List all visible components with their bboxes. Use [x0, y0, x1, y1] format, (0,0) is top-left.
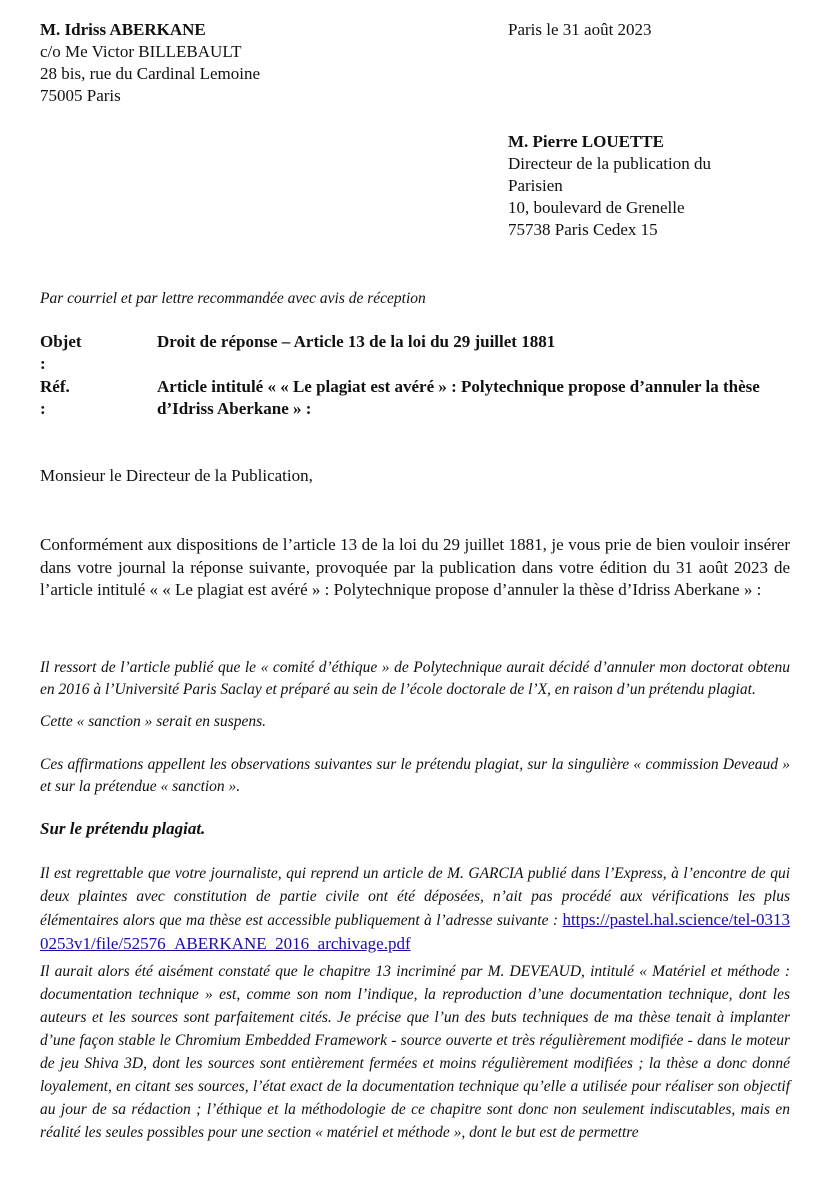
recipient-line: 10, boulevard de Grenelle — [508, 198, 685, 217]
sender-line: c/o Me Victor BILLEBAULT — [40, 42, 242, 61]
section-heading: Sur le prétendu plagiat. — [40, 819, 206, 838]
body-paragraph: Il ressort de l’article publié que le « comité d’éthique » de Polytechnique aurait décidé d’annuler mon doctorat obtenu en 2016 à l’Université Paris Saclay et préparé au sein de l’école doctorale de l’X, en raison d’un prétendu plagiat. — [40, 659, 790, 698]
sender-block — [40, 19, 260, 107]
body-paragraph: Ces affirmations appellent les observations suivantes sur le prétendu plagiat, sur la singulière « commission Deveaud » et sur la prétendue « sanction ». — [40, 756, 790, 795]
body-paragraph: Il aurait alors été aisément constaté que le chapitre 13 incriminé par M. DEVEAUD, intitulé « Matériel et méthode : documentation technique » est, comme son nom l’indique, la reproduction d’une documentation technique, dont les auteurs et les sources sont parfaitement cités. Je précise que l’un des buts techniques de ma thèse tenait à implanter d’une façon stable le Chromium Embedded Framework - source ouverte et très régulièrement modifiée - dans le moteur de jeu Shiva 3D, dont les sources sont entièrement fermées et moins régulièrement modifiées ; la thèse a donc donné loyalement, en citant ses sources, l’état exact de la documentation technique qu’elle a utilisée pour réaliser son objectif au jour de sa rédaction ; l’éthique et la méthodologie de ce chapitre sont donc non seulement indiscutables, mais en réalité les seules possibles pour une section « matériel et méthode », dont le but est de permettre — [40, 963, 790, 1141]
recipient-name: M. Pierre LOUETTE — [508, 132, 664, 151]
recipient-block — [508, 131, 711, 241]
sender-line: 75005 Paris — [40, 86, 121, 105]
sender-line: 28 bis, rue du Cardinal Lemoine — [40, 64, 261, 83]
delivery-mode: Par courriel et par lettre recommandée avec avis de réception — [40, 290, 426, 307]
letter-date: Paris le 31 août 2023 — [508, 20, 652, 39]
intro-paragraph: Conformément aux dispositions de l’article 13 de la loi du 29 juillet 1881, je vous prie de bien vouloir insérer dans votre journal la réponse suivante, provoquée par la publication dans votre édition du 31 août 2023 de l’article intitulé « « Le plagiat est avéré » : Polytechnique propose d’annuler la thèse d’Idriss Aberkane » : — [40, 535, 790, 599]
salutation: Monsieur le Directeur de la Publication, — [40, 466, 313, 485]
body-paragraph: Cette « sanction » serait en suspens. — [40, 713, 267, 730]
reference-label: Réf. : — [40, 377, 70, 418]
recipient-line: Parisien — [508, 176, 563, 195]
thesis-link[interactable]: https://pastel.hal.science/tel-03130253v1/file/52576_ABERKANE_2016_archivage.pdf — [40, 910, 790, 953]
subject-label: Objet : — [40, 332, 82, 373]
sender-name: M. Idriss ABERKANE — [40, 20, 206, 39]
recipient-line: 75738 Paris Cedex 15 — [508, 220, 658, 239]
body-paragraph — [40, 862, 790, 956]
subject-value: Droit de réponse – Article 13 de la loi du 29 juillet 1881 — [157, 332, 556, 351]
recipient-line: Directeur de la publication du — [508, 154, 711, 173]
paragraph-text: Il est regrettable que votre journaliste, qui reprend un article de M. GARCIA publié dans l’Express, à l’encontre de qui deux plaintes avec constitution de partie civile ont été déposées, n’ait pas procédé aux vérifications les plus élémentaires alors que ma thèse est accessible publiquement à l’adresse suivante : — [40, 865, 790, 929]
reference-value: Article intitulé « « Le plagiat est avéré » : Polytechnique propose d’annuler la thèse d’Idriss Aberkane » : — [157, 377, 760, 418]
